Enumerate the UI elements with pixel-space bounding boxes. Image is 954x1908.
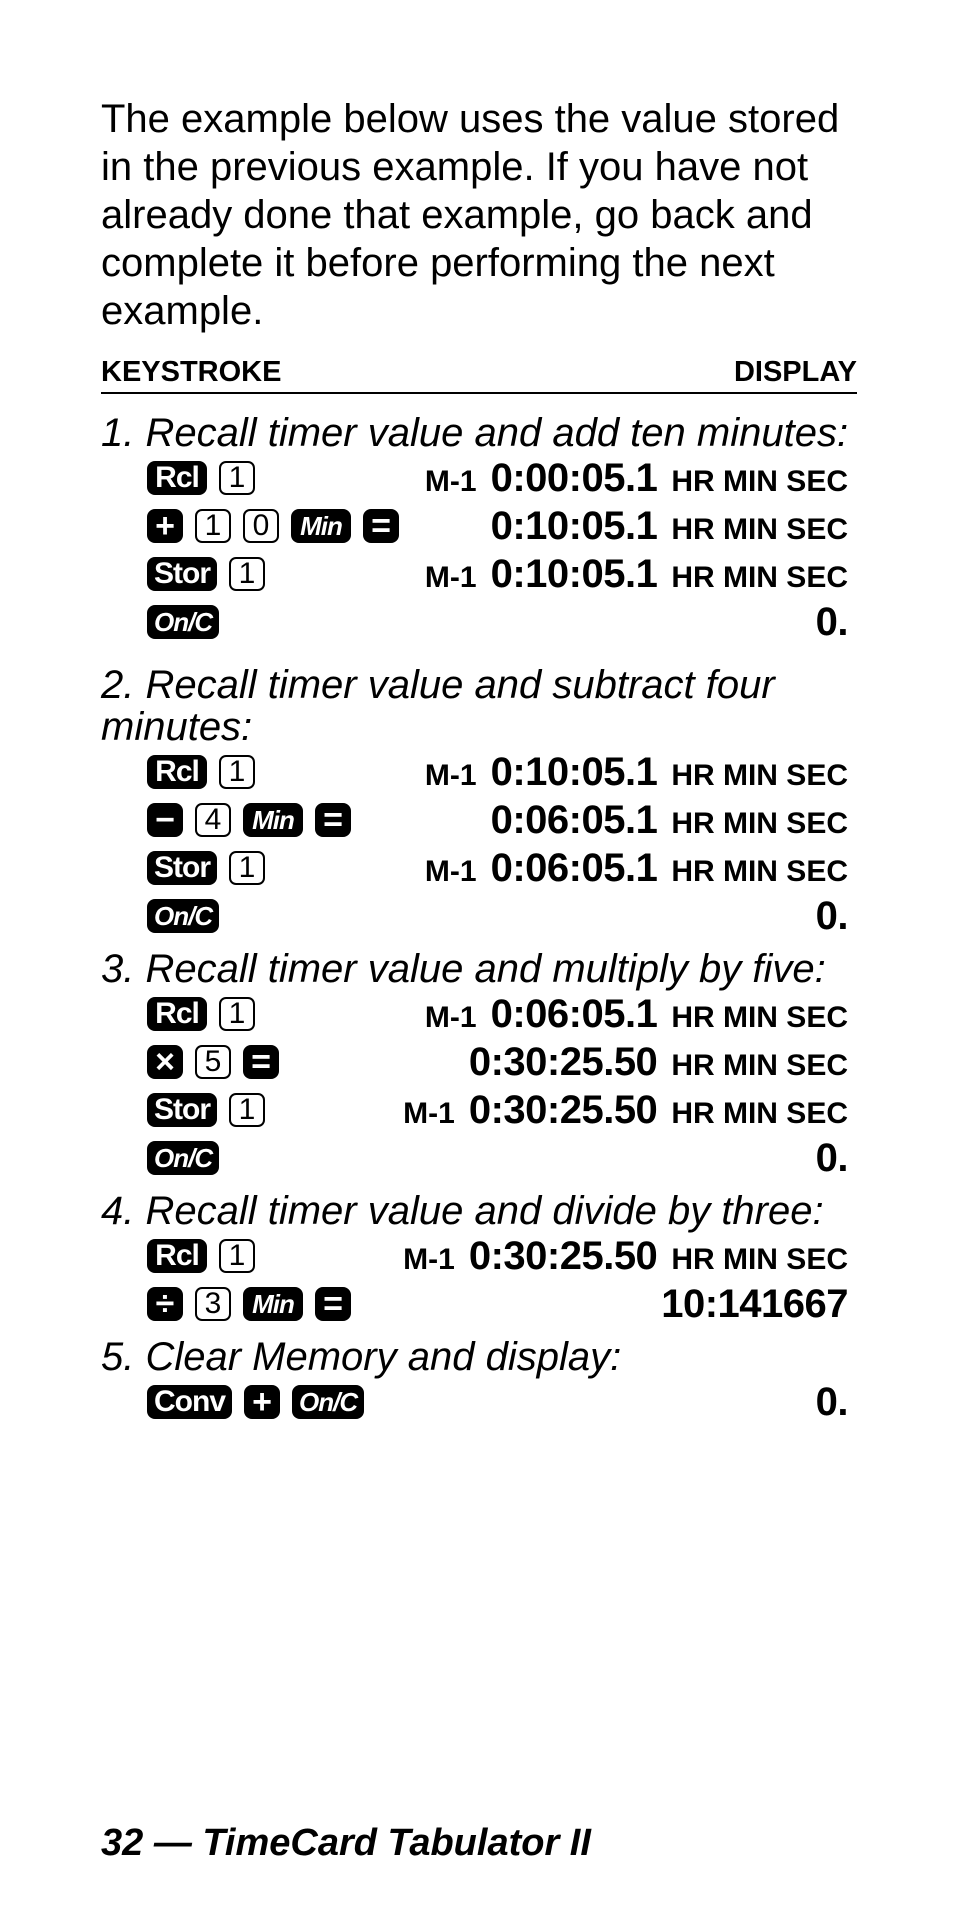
display-value: 0:30:25.50	[468, 1039, 658, 1084]
example-sections	[101, 412, 857, 1426]
memory-indicator: M-1	[424, 854, 477, 888]
key-sequence	[147, 1141, 219, 1175]
display-value: 0:30:25.50	[468, 1233, 658, 1278]
on-c-key: On/C	[147, 1141, 219, 1175]
display-readout	[265, 1088, 857, 1133]
keystroke-row	[147, 1134, 857, 1182]
stor-key: Stor	[147, 851, 217, 885]
keystroke-header: KEYSTROKE	[101, 356, 282, 388]
stor-key: Stor	[147, 1093, 217, 1127]
display-readout	[255, 992, 857, 1037]
key-sequence	[147, 461, 255, 495]
display-readout	[255, 1234, 857, 1279]
key-sequence	[147, 557, 265, 591]
display-readout	[265, 846, 857, 891]
plus-key: +	[147, 509, 183, 543]
rcl-key: Rcl	[147, 461, 207, 495]
key-sequence	[147, 605, 219, 639]
key-sequence	[147, 851, 265, 885]
column-header	[101, 356, 857, 394]
display-readout	[364, 1380, 857, 1425]
example-title: 1. Recall timer value and add ten minutes:	[101, 411, 849, 455]
display-value: 10:141667	[661, 1281, 848, 1326]
key-sequence	[147, 803, 351, 837]
example-title: 5. Clear Memory and display:	[101, 1335, 622, 1379]
min-key: Min	[291, 509, 351, 543]
keystroke-row	[147, 502, 857, 550]
example-section	[101, 948, 857, 1182]
display-units: HR MIN SEC	[671, 1096, 848, 1130]
key-sequence	[147, 899, 219, 933]
multiply-key: ×	[147, 1045, 183, 1079]
equals-key: =	[315, 1287, 351, 1321]
display-units: HR MIN SEC	[671, 1242, 848, 1276]
keystroke-row	[147, 748, 857, 796]
digit-key-1: 1	[195, 509, 231, 543]
keystroke-row	[147, 1038, 857, 1086]
display-readout	[219, 1136, 857, 1181]
manual-page	[101, 95, 857, 1426]
example-title: 4. Recall timer value and divide by three:	[101, 1189, 824, 1233]
display-value: 0:06:05.1	[490, 845, 658, 890]
keystroke-row	[147, 550, 857, 598]
keystroke-row	[147, 892, 857, 940]
minus-key: −	[147, 803, 183, 837]
display-value: 0.	[815, 1379, 848, 1424]
example-title: 2. Recall timer value and subtract four minutes:	[101, 663, 775, 749]
display-units: HR MIN SEC	[671, 854, 848, 888]
digit-key-1: 1	[219, 755, 255, 789]
on-c-key: On/C	[292, 1385, 364, 1419]
memory-indicator: M-1	[424, 1000, 477, 1034]
display-units: HR MIN SEC	[671, 1048, 848, 1082]
example-title: 3. Recall timer value and multiply by five:	[101, 947, 826, 991]
keystroke-row	[147, 796, 857, 844]
keystroke-rows	[101, 990, 857, 1182]
memory-indicator: M-1	[424, 560, 477, 594]
display-value: 0:06:05.1	[490, 797, 658, 842]
keystroke-rows	[101, 748, 857, 940]
display-readout	[265, 552, 857, 597]
key-sequence	[147, 997, 255, 1031]
display-units: HR MIN SEC	[671, 464, 848, 498]
key-sequence	[147, 1287, 351, 1321]
display-readout	[279, 1040, 857, 1085]
digit-key-1: 1	[229, 557, 265, 591]
digit-key-1: 1	[229, 851, 265, 885]
keystroke-row	[147, 598, 857, 646]
display-value: 0.	[815, 599, 848, 644]
rcl-key: Rcl	[147, 1239, 207, 1273]
key-sequence	[147, 1093, 265, 1127]
on-c-key: On/C	[147, 899, 219, 933]
stor-key: Stor	[147, 557, 217, 591]
divide-key: ÷	[147, 1287, 183, 1321]
display-value: 0.	[815, 1135, 848, 1180]
keystroke-row	[147, 1232, 857, 1280]
rcl-key: Rcl	[147, 997, 207, 1031]
keystroke-row	[147, 1086, 857, 1134]
digit-key-0: 0	[243, 509, 279, 543]
keystroke-row	[147, 1378, 857, 1426]
example-section	[101, 1336, 857, 1426]
digit-key-1: 1	[229, 1093, 265, 1127]
display-readout	[255, 750, 857, 795]
display-value: 0:10:05.1	[490, 749, 658, 794]
keystroke-rows	[101, 454, 857, 646]
memory-indicator: M-1	[403, 1096, 455, 1130]
digit-key-3: 3	[195, 1287, 231, 1321]
keystroke-row	[147, 1280, 857, 1328]
memory-indicator: M-1	[424, 464, 477, 498]
display-readout	[255, 456, 857, 501]
digit-key-1: 1	[219, 461, 255, 495]
intro-paragraph: The example below uses the value stored in the previous example. If you have not already done that example, go back and complete it before performing the next example.	[101, 97, 840, 333]
key-sequence	[147, 1045, 279, 1079]
keystroke-rows	[101, 1378, 857, 1426]
display-readout	[399, 504, 857, 549]
keystroke-row	[147, 990, 857, 1038]
display-units: HR MIN SEC	[671, 1000, 848, 1034]
digit-key-5: 5	[195, 1045, 231, 1079]
digit-key-1: 1	[219, 997, 255, 1031]
equals-key: =	[315, 803, 351, 837]
display-value: 0:06:05.1	[490, 991, 658, 1036]
display-units: HR MIN SEC	[671, 806, 848, 840]
keystroke-row	[147, 454, 857, 502]
equals-key: =	[243, 1045, 279, 1079]
keystroke-rows	[101, 1232, 857, 1328]
key-sequence	[147, 509, 399, 543]
digit-key-4: 4	[195, 803, 231, 837]
display-value: 0:30:25.50	[468, 1087, 658, 1132]
display-value: 0:00:05.1	[490, 455, 658, 500]
display-value: 0.	[815, 893, 848, 938]
display-units: HR MIN SEC	[671, 560, 848, 594]
page-footer: 32 — TimeCard Tabulator II	[101, 1822, 591, 1864]
display-readout	[351, 1282, 857, 1327]
min-key: Min	[243, 803, 303, 837]
display-value: 0:10:05.1	[490, 551, 658, 596]
on-c-key: On/C	[147, 605, 219, 639]
plus-key: +	[244, 1385, 280, 1419]
example-section	[101, 412, 857, 646]
keystroke-row	[147, 844, 857, 892]
example-section	[101, 1190, 857, 1328]
rcl-key: Rcl	[147, 755, 207, 789]
display-header: DISPLAY	[733, 356, 857, 388]
example-section	[101, 664, 857, 940]
equals-key: =	[363, 509, 399, 543]
display-units: HR MIN SEC	[671, 512, 848, 546]
min-key: Min	[243, 1287, 303, 1321]
display-units: HR MIN SEC	[671, 758, 848, 792]
digit-key-1: 1	[219, 1239, 255, 1273]
memory-indicator: M-1	[424, 758, 477, 792]
display-readout	[219, 894, 857, 939]
display-readout	[219, 600, 857, 645]
memory-indicator: M-1	[403, 1242, 455, 1276]
display-value: 0:10:05.1	[490, 503, 658, 548]
display-readout	[351, 798, 857, 843]
key-sequence	[147, 1385, 364, 1419]
conv-key: Conv	[147, 1385, 232, 1419]
key-sequence	[147, 1239, 255, 1273]
key-sequence	[147, 755, 255, 789]
